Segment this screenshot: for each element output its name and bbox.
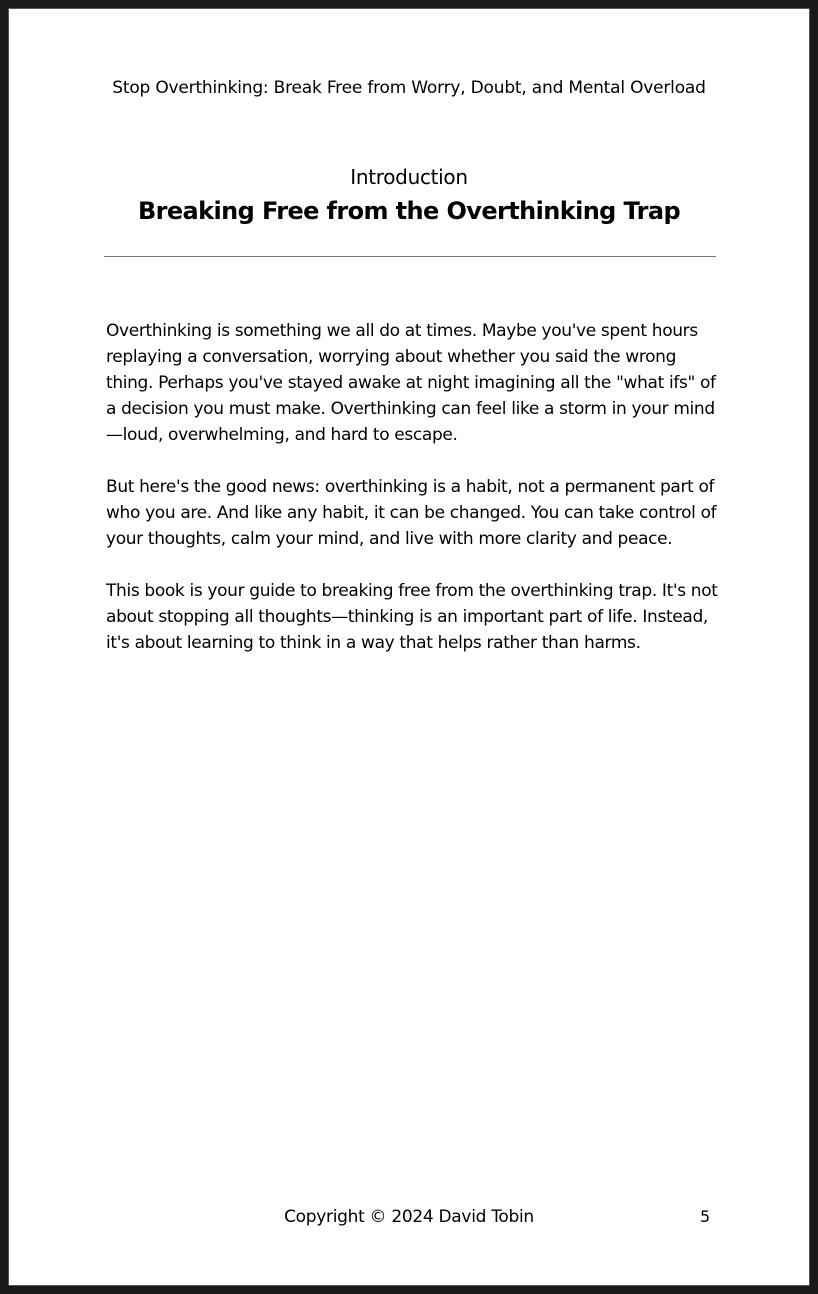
chapter-label: Introduction — [350, 165, 468, 189]
document-page — [8, 8, 810, 1286]
running-header: Stop Overthinking: Break Free from Worry, Doubt, and Mental Overload — [112, 78, 706, 98]
page-number: 5 — [700, 1207, 711, 1226]
title-divider — [104, 256, 716, 257]
footer-copyright: Copyright © 2024 David Tobin — [284, 1207, 534, 1227]
paragraph: But here's the good news: overthinking is a habit, not a permanent part of who you are. And like any habit, it can be changed. You can take control of your thoughts, calm your mind, and live with more clarity and peace. — [106, 477, 717, 549]
body-text — [106, 318, 720, 682]
chapter-title: Breaking Free from the Overthinking Trap — [137, 197, 681, 225]
paragraph: Overthinking is something we all do at times. Maybe you've spent hours replaying a conversation, worrying about whether you said the wrong thing. Perhaps you've stayed awake at night imagining all the "what ifs" of a decision you must make. Overthinking can feel like a storm in your mind—loud, overwhelming, and hard to escape. — [106, 321, 716, 445]
paragraph: This book is your guide to breaking free from the overthinking trap. It's not about stopping all thoughts—thinking is an important part of life. Instead, it's about learning to think in a way that helps rather than harms. — [106, 581, 718, 653]
